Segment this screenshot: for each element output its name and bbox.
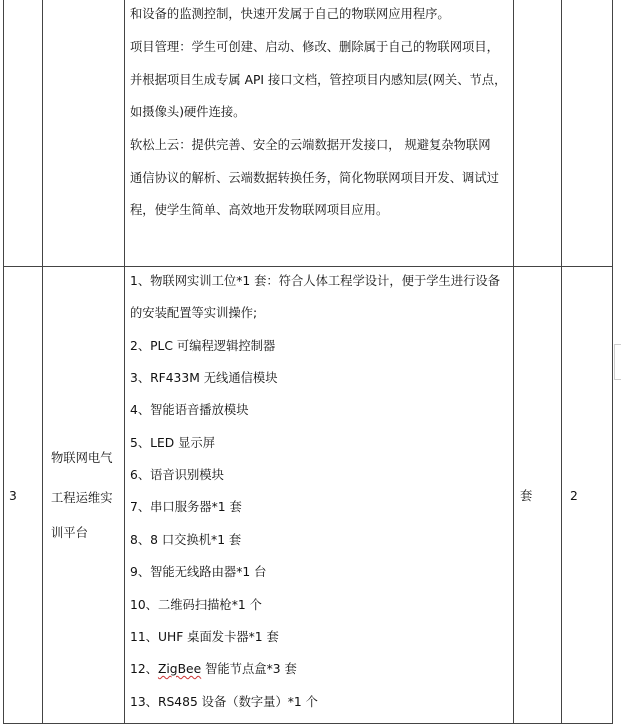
spec-item: 1、物联网实训工位*1 套：符合人体工程学设计，便于学生进行设备 xyxy=(130,274,501,288)
spec-item: 2、PLC 可编程逻辑控制器 xyxy=(130,339,276,353)
spellcheck-word: ZigBee xyxy=(157,662,202,676)
spec-item: 8、8 口交换机*1 套 xyxy=(130,533,242,547)
description-line: 程，使学生简单、高效地开发物联网项目应用。 xyxy=(130,203,389,217)
row-divider xyxy=(3,266,613,267)
description-line: 项目管理：学生可创建、启动、修改、删除属于自己的物联网项目， xyxy=(130,40,499,54)
spec-item: 10、二维码扫描枪*1 个 xyxy=(130,598,262,612)
spec-item: 4、智能语音播放模块 xyxy=(130,403,249,417)
table-border-bottom xyxy=(3,723,613,724)
spec-item: 5、LED 显示屏 xyxy=(130,436,216,450)
spec-item: 7、串口服务器*1 套 xyxy=(130,500,242,514)
description-line: 并根据项目生成专属 API 接口文档，管控项目内感知层(网关、节点， xyxy=(130,73,507,87)
page-edge-marker xyxy=(614,344,621,380)
description-line: 软松上云：提供完善、安全的云端数据开发接口， 规避复杂物联网 xyxy=(130,138,491,152)
description-line: 和设备的监测控制，快速开发属于自己的物联网应用程序。 xyxy=(130,7,450,21)
spec-item: 6、语音识别模块 xyxy=(130,468,224,482)
product-name-line: 工程运维实 xyxy=(51,491,113,505)
table-border-left xyxy=(3,0,4,724)
unit-cell: 套 xyxy=(520,489,533,503)
spec-item: 3、RF433M 无线通信模块 xyxy=(130,371,278,385)
column-divider-3 xyxy=(513,0,514,724)
description-line: 如摄像头)硬件连接。 xyxy=(130,105,246,119)
product-name-line: 物联网电气 xyxy=(51,451,113,465)
product-name-line: 训平台 xyxy=(51,526,88,540)
column-divider-4 xyxy=(561,0,562,724)
spec-item-number: 12、 xyxy=(130,662,158,676)
spec-item xyxy=(130,661,297,677)
column-divider-1 xyxy=(42,0,43,724)
spec-item-text: 智能节点盒*3 套 xyxy=(201,662,297,676)
spec-item: 的安装配置等实训操作; xyxy=(130,306,258,320)
description-line: 通信协议的解析、云端数据转换任务，简化物联网项目开发、调试过 xyxy=(130,171,499,185)
table-border-right xyxy=(612,0,613,724)
quantity-cell: 2 xyxy=(570,489,578,503)
spec-item: 9、智能无线路由器*1 台 xyxy=(130,565,267,579)
column-divider-2 xyxy=(124,0,125,724)
spec-item: 11、UHF 桌面发卡器*1 套 xyxy=(130,630,279,644)
row-number: 3 xyxy=(9,489,17,503)
spec-item: 13、RS485 设备（数字量）*1 个 xyxy=(130,695,318,709)
